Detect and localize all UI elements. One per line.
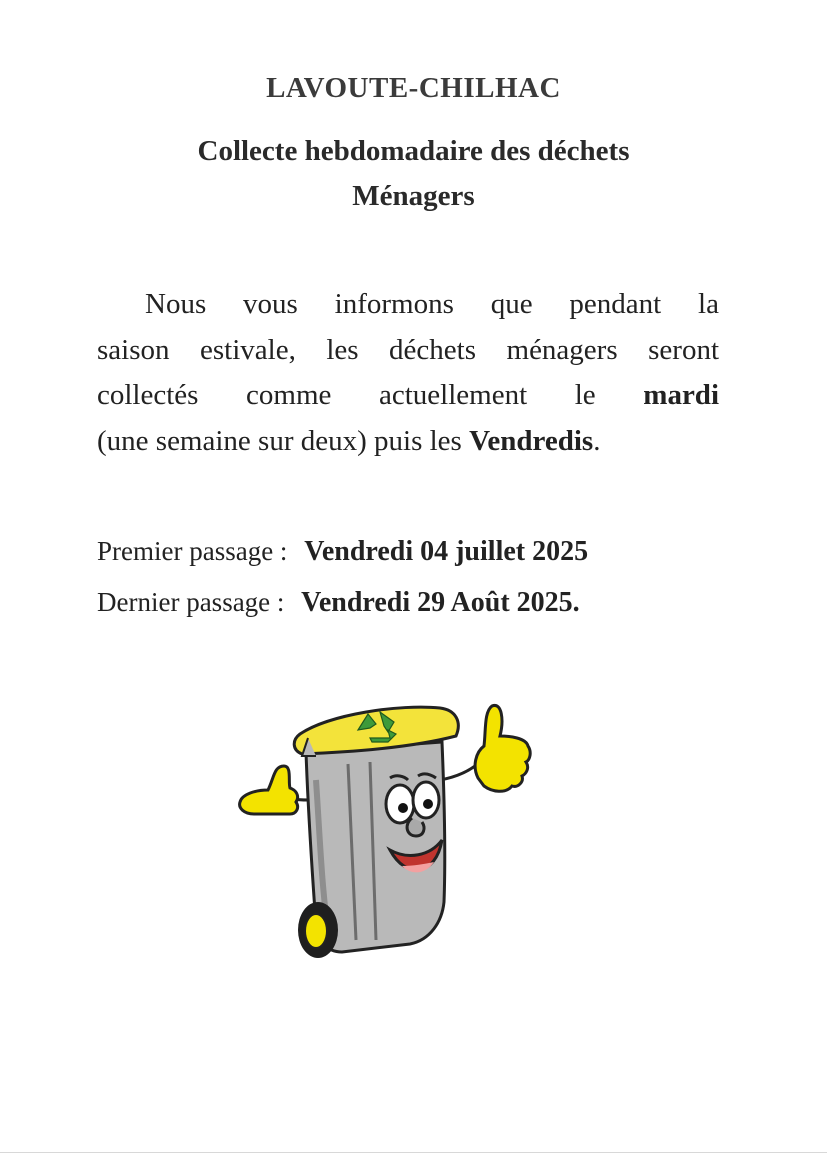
recycling-bin-mascot-icon [230, 690, 540, 975]
page-subtitle [0, 129, 827, 219]
paragraph-line-1: Nous vous informons que pendant la [145, 288, 719, 320]
right-pupil [423, 799, 433, 809]
bin-wheel-hub [305, 914, 327, 948]
collection-dates [97, 526, 588, 628]
announcement-paragraph [97, 282, 719, 464]
subtitle-line-2: Ménagers [352, 180, 475, 212]
paragraph-line-4 [97, 419, 719, 465]
friday-highlight: Vendredis [469, 424, 594, 457]
last-collection-date: Vendredi 29 Août 2025. [301, 587, 580, 618]
paragraph-line-2: saison estivale, les déchets ménagers seront [97, 333, 719, 366]
left-pupil [398, 803, 408, 813]
page-title: LAVOUTE-CHILHAC [266, 72, 561, 104]
page-edge-line [0, 1152, 827, 1153]
paragraph-line-4-end: . [593, 424, 601, 457]
paragraph-line-3 [97, 373, 719, 419]
left-hand [240, 766, 298, 814]
right-hand-thumbs-up [475, 705, 530, 791]
first-collection-row [97, 526, 588, 577]
last-collection-row [97, 577, 588, 628]
paragraph-line-3-text: collectés comme actuellement le [97, 379, 644, 411]
first-collection-label: Premier passage : [97, 536, 288, 566]
tuesday-highlight: mardi [643, 379, 719, 411]
last-collection-label: Dernier passage : [97, 587, 285, 617]
first-collection-date: Vendredi 04 juillet 2025 [304, 536, 589, 567]
paragraph-line-4-text: (une semaine sur deux) puis les [97, 424, 470, 457]
subtitle-line-1: Collecte hebdomadaire des déchets [197, 135, 630, 167]
